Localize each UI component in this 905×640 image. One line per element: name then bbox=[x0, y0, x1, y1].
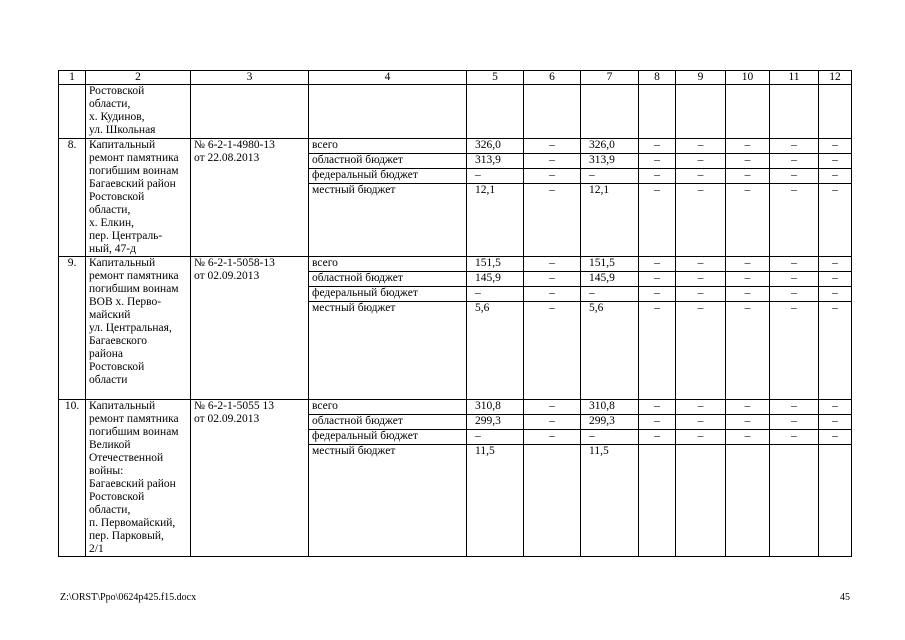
value-cell: – bbox=[726, 184, 770, 257]
budget-label: всего bbox=[309, 139, 467, 154]
column-header: 12 bbox=[819, 71, 852, 85]
value-cell: 145,9 bbox=[581, 272, 639, 287]
value-cell: – bbox=[524, 257, 581, 272]
object-name: Капитальный ремонт памятника погибшим воинам Великой Отечественной войны: Багаевский район Ростовской области, п. Первомайский, пер. Парковый, 2/1 bbox=[86, 400, 191, 557]
value-cell: 151,5 bbox=[581, 257, 639, 272]
value-cell: 11,5 bbox=[467, 445, 524, 557]
value-cell: – bbox=[524, 184, 581, 257]
value-cell: 299,3 bbox=[581, 415, 639, 430]
value-cell: – bbox=[726, 139, 770, 154]
value-cell bbox=[770, 445, 819, 557]
value-cell: – bbox=[676, 169, 726, 184]
value-cell: – bbox=[639, 184, 676, 257]
value-cell: – bbox=[676, 302, 726, 400]
value-cell: 310,8 bbox=[467, 400, 524, 415]
table-row bbox=[59, 400, 852, 415]
value-cell: – bbox=[639, 272, 676, 287]
value-cell: – bbox=[581, 430, 639, 445]
column-header: 6 bbox=[524, 71, 581, 85]
value-cell: – bbox=[676, 139, 726, 154]
column-header: 2 bbox=[86, 71, 191, 85]
value-cell: – bbox=[819, 154, 852, 169]
value-cell: – bbox=[639, 169, 676, 184]
value-cell: – bbox=[770, 184, 819, 257]
value-cell: 313,9 bbox=[467, 154, 524, 169]
budget-label: федеральный бюджет bbox=[309, 169, 467, 184]
budget-label: местный бюджет bbox=[309, 302, 467, 400]
value-cell: 12,1 bbox=[467, 184, 524, 257]
value-cell: 313,9 bbox=[581, 154, 639, 169]
value-cell: 151,5 bbox=[467, 257, 524, 272]
column-header: 8 bbox=[639, 71, 676, 85]
value-cell: – bbox=[770, 302, 819, 400]
value-cell: – bbox=[524, 287, 581, 302]
table-row bbox=[59, 139, 852, 154]
value-cell bbox=[819, 445, 852, 557]
value-cell: – bbox=[770, 169, 819, 184]
value-cell: – bbox=[770, 400, 819, 415]
value-cell bbox=[676, 445, 726, 557]
budget-label: областной бюджет bbox=[309, 154, 467, 169]
column-header: 1 bbox=[59, 71, 86, 85]
value-cell: – bbox=[639, 257, 676, 272]
budget-label: областной бюджет bbox=[309, 272, 467, 287]
value-cell bbox=[726, 445, 770, 557]
value-cell bbox=[639, 445, 676, 557]
value-cell: – bbox=[726, 287, 770, 302]
budget-label: всего bbox=[309, 257, 467, 272]
value-cell: – bbox=[524, 430, 581, 445]
value-cell: – bbox=[467, 430, 524, 445]
value-cell: – bbox=[639, 415, 676, 430]
object-name: Капитальный ремонт памятника погибшим воинам ВОВ х. Перво- майский ул. Центральная, Багаевского района Ростовской области bbox=[86, 257, 191, 400]
value-cell: 145,9 bbox=[467, 272, 524, 287]
budget-label: местный бюджет bbox=[309, 184, 467, 257]
value-cell: – bbox=[639, 154, 676, 169]
column-header: 4 bbox=[309, 71, 467, 85]
value-cell: – bbox=[819, 400, 852, 415]
value-cell: 5,6 bbox=[581, 302, 639, 400]
column-header: 11 bbox=[770, 71, 819, 85]
value-cell: – bbox=[524, 415, 581, 430]
continuation-row bbox=[59, 85, 852, 139]
column-header: 10 bbox=[726, 71, 770, 85]
value-cell: 5,6 bbox=[467, 302, 524, 400]
value-cell: – bbox=[524, 272, 581, 287]
value-cell: 299,3 bbox=[467, 415, 524, 430]
value-cell: 11,5 bbox=[581, 445, 639, 557]
value-cell: – bbox=[676, 400, 726, 415]
value-cell: – bbox=[819, 287, 852, 302]
budget-label: федеральный бюджет bbox=[309, 287, 467, 302]
entry-number: 8. bbox=[59, 139, 86, 257]
value-cell: – bbox=[676, 287, 726, 302]
value-cell: – bbox=[581, 169, 639, 184]
value-cell: – bbox=[639, 400, 676, 415]
entry-number: 9. bbox=[59, 257, 86, 400]
value-cell bbox=[524, 445, 581, 557]
value-cell: – bbox=[770, 139, 819, 154]
value-cell: – bbox=[770, 257, 819, 272]
value-cell: – bbox=[819, 430, 852, 445]
value-cell: – bbox=[819, 415, 852, 430]
value-cell: – bbox=[819, 169, 852, 184]
value-cell: – bbox=[524, 400, 581, 415]
budget-table bbox=[58, 70, 852, 557]
value-cell: – bbox=[639, 287, 676, 302]
table-row bbox=[59, 257, 852, 272]
value-cell: – bbox=[676, 272, 726, 287]
value-cell: 326,0 bbox=[581, 139, 639, 154]
value-cell: – bbox=[819, 184, 852, 257]
document-ref: № 6-2-1-5055 13 от 02.09.2013 bbox=[191, 400, 309, 557]
value-cell: – bbox=[726, 415, 770, 430]
value-cell: – bbox=[726, 169, 770, 184]
budget-label: областной бюджет bbox=[309, 415, 467, 430]
object-name: Ростовской области, х. Кудинов, ул. Школьная bbox=[86, 85, 191, 139]
budget-label: федеральный бюджет bbox=[309, 430, 467, 445]
value-cell: – bbox=[676, 257, 726, 272]
value-cell: – bbox=[819, 272, 852, 287]
column-header: 5 bbox=[467, 71, 524, 85]
value-cell: – bbox=[770, 154, 819, 169]
entry-number: 10. bbox=[59, 400, 86, 557]
document-ref: № 6-2-1-5058-13 от 02.09.2013 bbox=[191, 257, 309, 400]
value-cell: – bbox=[676, 184, 726, 257]
value-cell: – bbox=[819, 302, 852, 400]
value-cell: – bbox=[676, 154, 726, 169]
column-header: 3 bbox=[191, 71, 309, 85]
value-cell: – bbox=[726, 154, 770, 169]
file-path: Z:\ORST\Ppo\0624p425.f15.docx bbox=[60, 592, 197, 603]
value-cell: – bbox=[467, 287, 524, 302]
value-cell: – bbox=[726, 272, 770, 287]
budget-label: местный бюджет bbox=[309, 445, 467, 557]
budget-label: всего bbox=[309, 400, 467, 415]
value-cell: – bbox=[524, 302, 581, 400]
value-cell: – bbox=[676, 430, 726, 445]
page-number: 45 bbox=[840, 592, 850, 603]
value-cell: 12,1 bbox=[581, 184, 639, 257]
value-cell: – bbox=[676, 415, 726, 430]
value-cell: – bbox=[819, 139, 852, 154]
document-ref: № 6-2-1-4980-13 от 22.08.2013 bbox=[191, 139, 309, 257]
value-cell: – bbox=[726, 400, 770, 415]
value-cell: – bbox=[770, 415, 819, 430]
value-cell: – bbox=[639, 430, 676, 445]
value-cell: – bbox=[770, 430, 819, 445]
value-cell: – bbox=[524, 139, 581, 154]
value-cell: – bbox=[770, 287, 819, 302]
value-cell: 326,0 bbox=[467, 139, 524, 154]
value-cell: – bbox=[581, 287, 639, 302]
value-cell: – bbox=[524, 169, 581, 184]
value-cell: 310,8 bbox=[581, 400, 639, 415]
value-cell: – bbox=[524, 154, 581, 169]
column-header: 7 bbox=[581, 71, 639, 85]
value-cell: – bbox=[639, 139, 676, 154]
value-cell: – bbox=[726, 430, 770, 445]
object-name: Капитальный ремонт памятника погибшим воинам Багаевский район Ростовской области, х. Елкин, пер. Централь- ный, 47-д bbox=[86, 139, 191, 257]
value-cell: – bbox=[639, 302, 676, 400]
value-cell: – bbox=[726, 302, 770, 400]
value-cell: – bbox=[819, 257, 852, 272]
column-header: 9 bbox=[676, 71, 726, 85]
value-cell: – bbox=[726, 257, 770, 272]
value-cell: – bbox=[467, 169, 524, 184]
value-cell: – bbox=[770, 272, 819, 287]
header-row bbox=[59, 71, 852, 85]
